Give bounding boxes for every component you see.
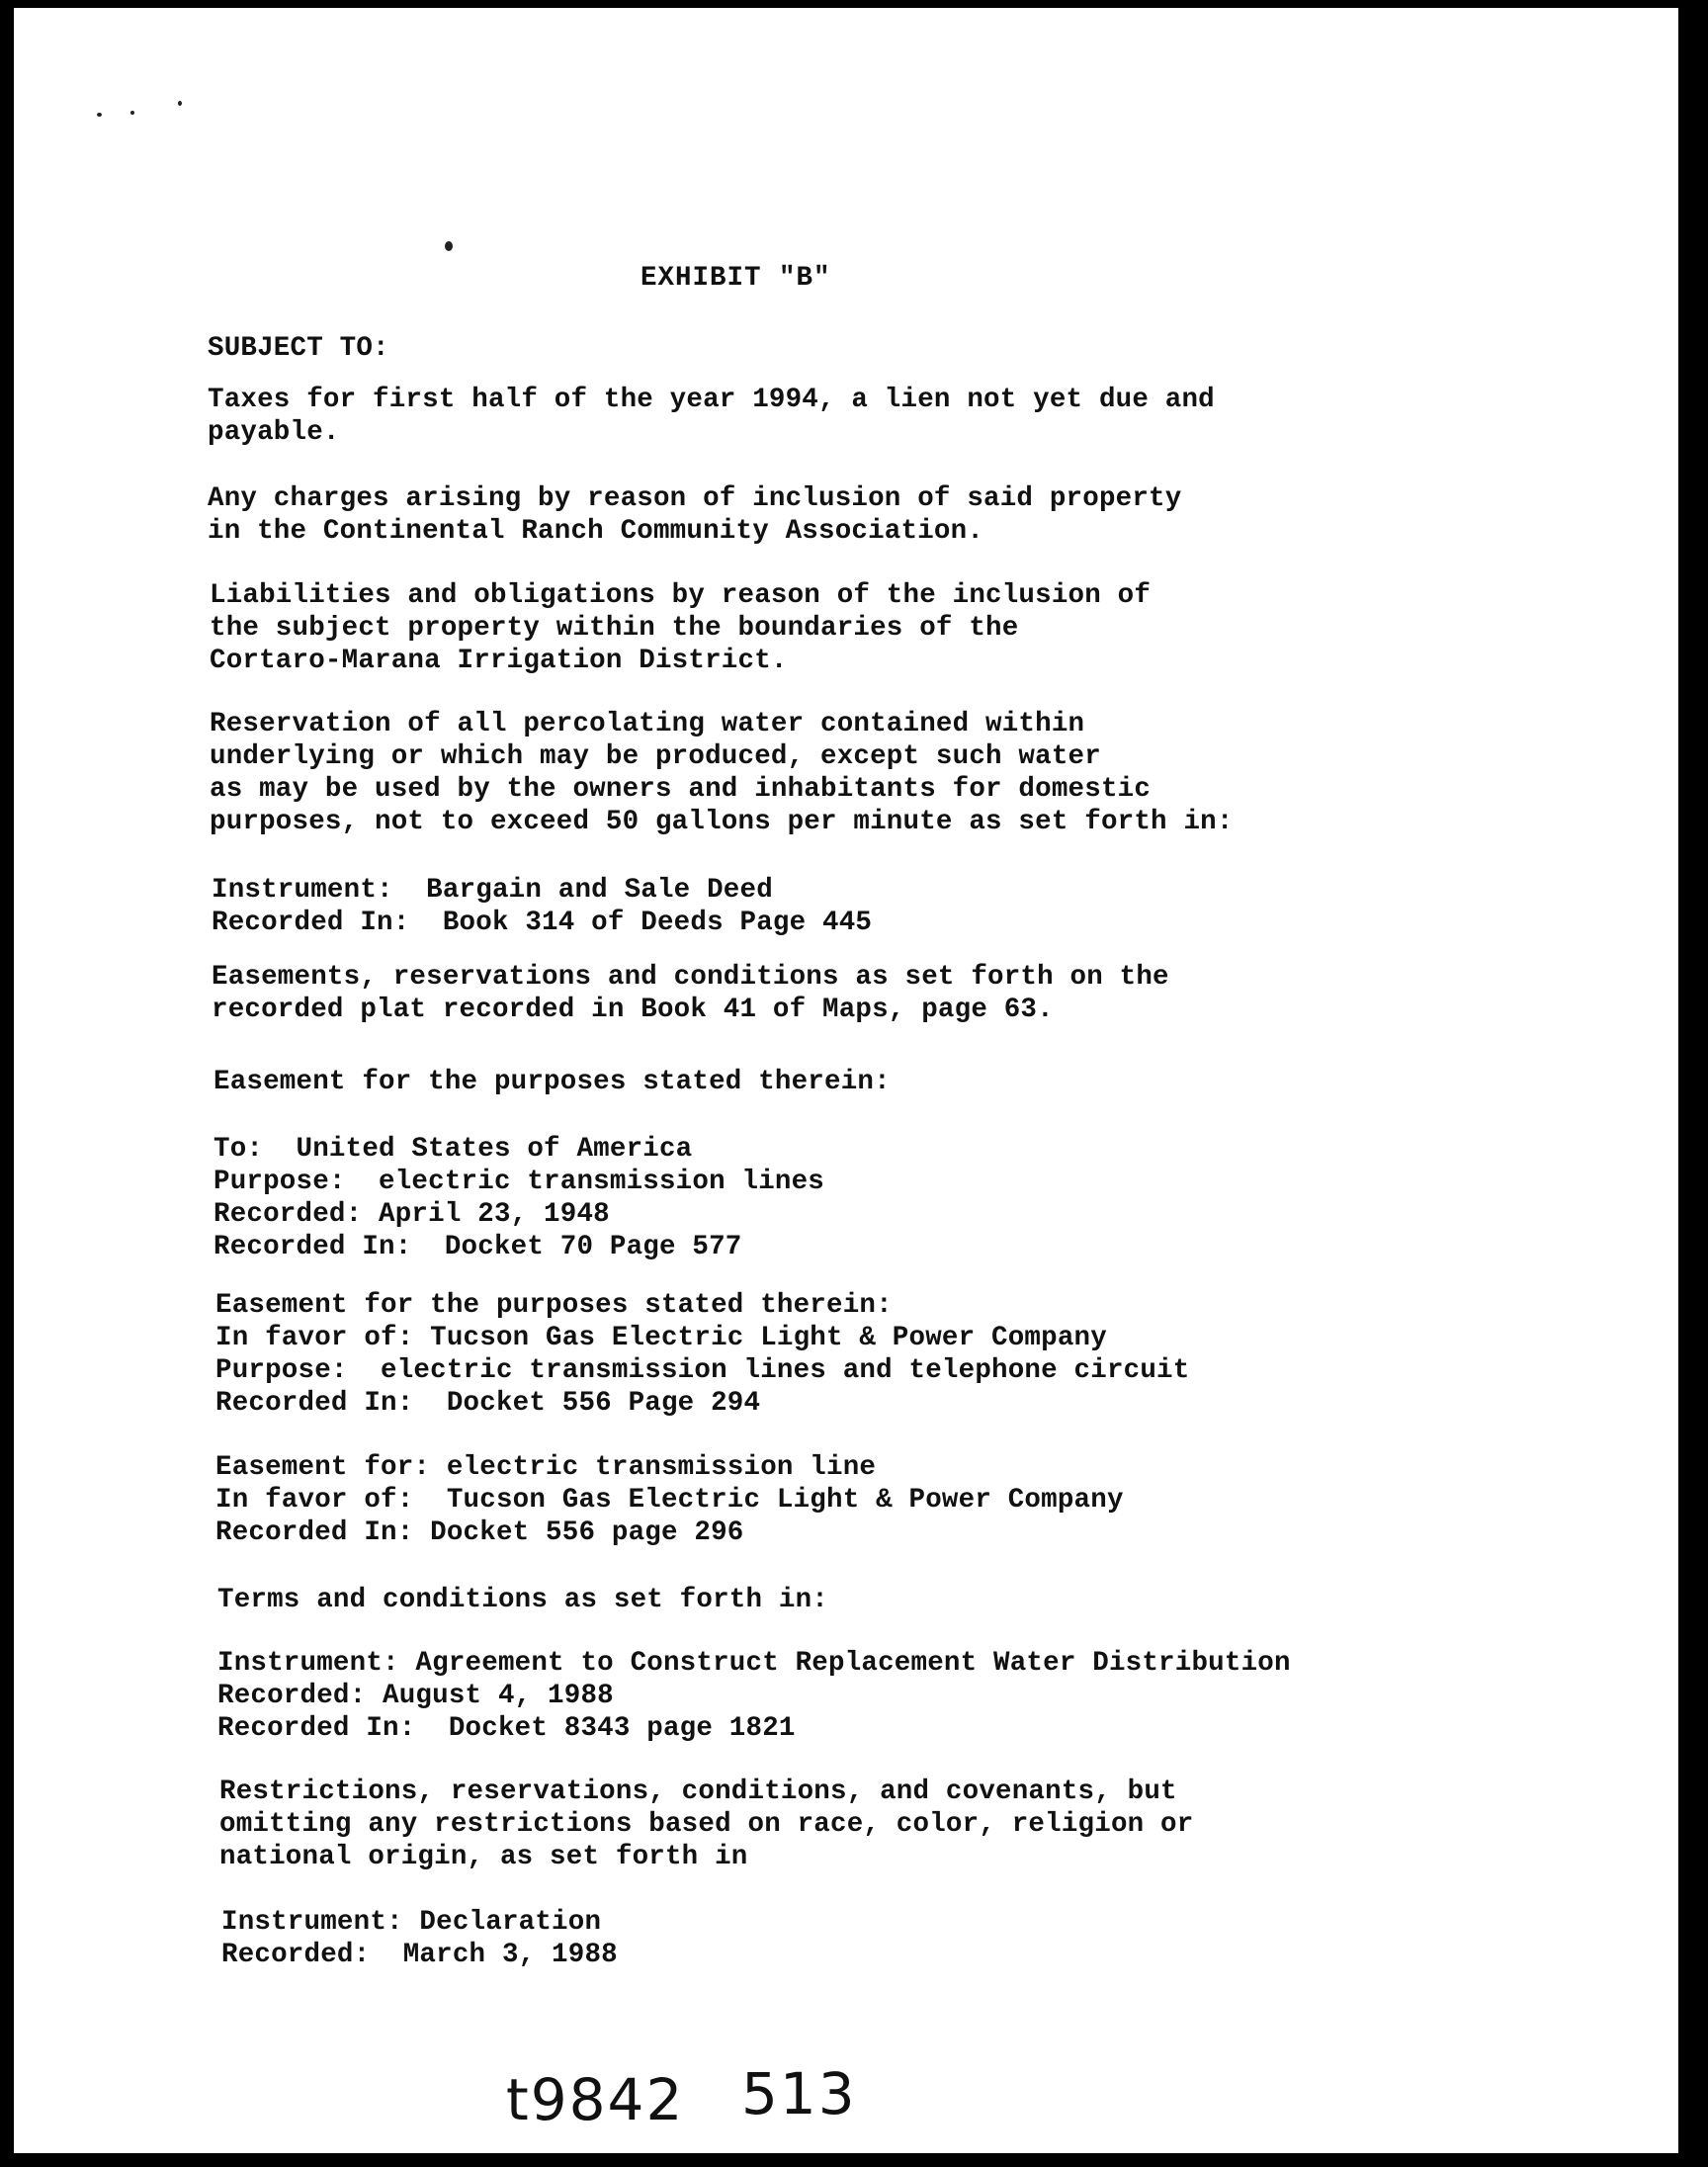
text-line: Purpose: electric transmission lines and telephone circuit: [215, 1355, 1190, 1386]
scan-mark: [198, 8, 241, 52]
text-line: payable.: [208, 417, 340, 448]
scan-speck: [97, 113, 102, 117]
text-line: purposes, not to exceed 50 gallons per minute as set forth in:: [210, 807, 1234, 837]
text-line: To: United States of America: [214, 1134, 693, 1165]
text-line: Recorded: March 3, 1988: [221, 1940, 618, 1970]
page-number: 513: [741, 2060, 857, 2127]
text-line: Reservation of all percolating water contained within: [210, 709, 1085, 739]
text-line: Terms and conditions as set forth in:: [217, 1585, 828, 1615]
block-declaration: [221, 1906, 618, 1971]
paragraph-reservation: [210, 708, 1234, 838]
text-line: Liabilities and obligations by reason of the inclusion of: [210, 580, 1152, 611]
text-line: Any charges arising by reason of inclusion of said property: [208, 483, 1182, 514]
scan-speck: [445, 241, 453, 251]
text-line: Purpose: electric transmission lines: [214, 1167, 824, 1197]
text-line: in the Continental Ranch Community Association.: [208, 516, 984, 547]
block-easement-tucson-2: [215, 1451, 1124, 1549]
paragraph-charges: [208, 482, 1181, 548]
block-agreement: [217, 1647, 1291, 1745]
text-line: Instrument: Agreement to Construct Replacement Water Distribution: [217, 1648, 1291, 1679]
text-line: the subject property within the boundaries of the: [210, 613, 1019, 644]
text-line: In favor of: Tucson Gas Electric Light & Power Company: [215, 1485, 1124, 1516]
docket-number: t9842: [506, 2066, 685, 2133]
paragraph-taxes: [208, 384, 1215, 449]
text-line: Recorded In: Docket 556 Page 294: [215, 1388, 761, 1419]
text-line: Recorded In: Book 314 of Deeds Page 445: [212, 908, 873, 938]
text-line: Recorded In: Docket 556 page 296: [215, 1517, 744, 1548]
text-line: Instrument: Declaration: [221, 1907, 602, 1938]
text-line: Easements, reservations and conditions as set forth on the: [212, 962, 1169, 993]
paragraph-liabilities: [210, 579, 1151, 677]
terms-heading: [217, 1584, 828, 1616]
exhibit-title: EXHIBIT "B": [640, 263, 831, 294]
text-line: Recorded: August 4, 1988: [217, 1681, 614, 1711]
text-line: Easement for the purposes stated therein:: [214, 1067, 891, 1097]
block-instrument-deed: [212, 874, 872, 939]
scan-speck: [178, 101, 182, 106]
block-easement-usa: [214, 1133, 824, 1263]
text-line: underlying or which may be produced, except such water: [210, 741, 1101, 772]
paragraph-easements-plat: [212, 961, 1169, 1026]
text-line: Instrument: Bargain and Sale Deed: [212, 875, 773, 906]
paragraph-restrictions: [219, 1776, 1193, 1873]
text-line: Easement for: electric transmission line: [215, 1452, 877, 1483]
text-line: Cortaro-Marana Irrigation District.: [210, 646, 788, 676]
text-line: Taxes for first half of the year 1994, a lien not yet due and: [208, 385, 1215, 415]
text-line: national origin, as set forth in: [219, 1842, 748, 1872]
text-line: omitting any restrictions based on race, color, religion or: [219, 1809, 1194, 1840]
text-line: Restrictions, reservations, conditions, and covenants, but: [219, 1777, 1177, 1807]
easement-heading: [214, 1066, 891, 1098]
block-easement-tucson-1: [215, 1289, 1189, 1420]
text-line: Recorded: April 23, 1948: [214, 1199, 610, 1230]
subject-heading: SUBJECT TO:: [208, 333, 389, 364]
text-line: recorded plat recorded in Book 41 of Maps, page 63.: [212, 995, 1054, 1025]
text-line: as may be used by the owners and inhabitants for domestic: [210, 774, 1152, 805]
scan-speck: [130, 111, 134, 115]
document-page: [14, 8, 1678, 2153]
text-line: Recorded In: Docket 8343 page 1821: [217, 1713, 796, 1744]
text-line: Easement for the purposes stated therein:: [215, 1290, 893, 1321]
text-line: In favor of: Tucson Gas Electric Light & Power Company: [215, 1323, 1107, 1353]
text-line: Recorded In: Docket 70 Page 577: [214, 1232, 742, 1262]
